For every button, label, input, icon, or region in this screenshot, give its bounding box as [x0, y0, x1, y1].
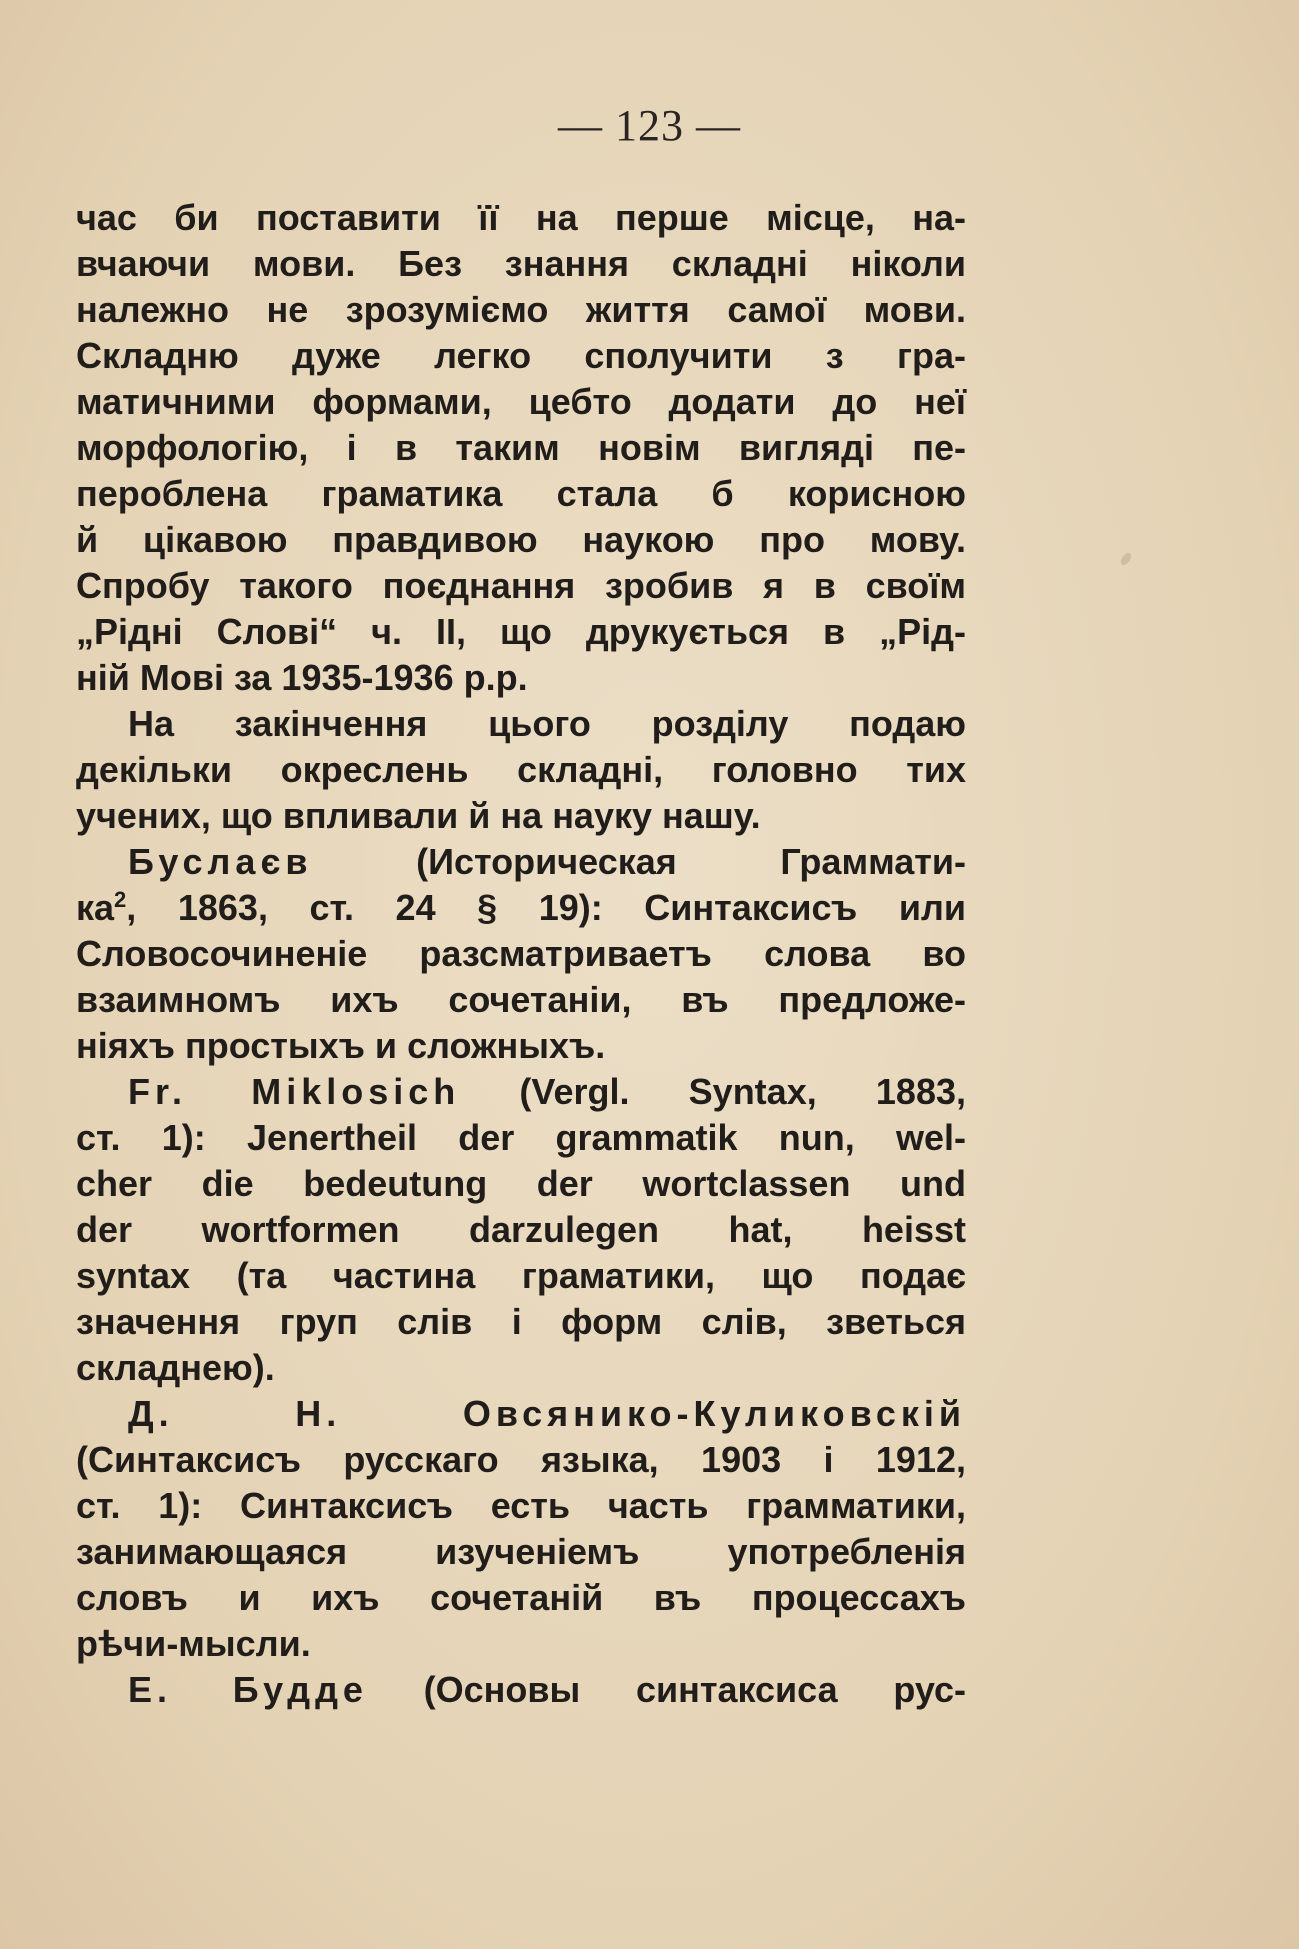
text-run: cher die bedeutung der wortclassen und	[76, 1163, 966, 1204]
text-run: der wortformen darzulegen hat, heisst	[76, 1209, 966, 1250]
text-run: вчаючи мови. Без знання складні ніколи	[76, 243, 966, 284]
text-run: (Историческая Граммати-	[312, 841, 966, 882]
text-line	[76, 425, 966, 471]
author-name: Fr. Miklosich	[128, 1071, 461, 1112]
text-line	[76, 471, 966, 517]
text-line	[76, 1299, 966, 1345]
text-line	[76, 563, 966, 609]
text-run: ній Мові за 1935-1936 р.р.	[76, 657, 528, 698]
text-run: учених, що впливали й на науку нашу.	[76, 795, 761, 836]
text-line	[76, 517, 966, 563]
text-line	[76, 1207, 966, 1253]
text-line	[76, 977, 966, 1023]
text-run: матичними формами, цебто додати до неї	[76, 381, 966, 422]
text-line	[76, 747, 966, 793]
text-line	[76, 333, 966, 379]
text-run: морфологію, і в таким новім вигляді пе-	[76, 427, 966, 468]
text-line	[76, 1253, 966, 1299]
text-line	[76, 1575, 966, 1621]
text-line	[76, 1345, 966, 1391]
text-run: декільки окреслень складні, головно тих	[76, 749, 966, 790]
text-line	[76, 1437, 966, 1483]
text-line	[76, 655, 966, 701]
text-line	[76, 1023, 966, 1069]
text-line	[76, 1161, 966, 1207]
text-line	[76, 1667, 966, 1713]
text-line	[76, 1069, 966, 1115]
text-run: словъ и ихъ сочетаній въ процессахъ	[76, 1577, 966, 1618]
text-run: час би поставити її на перше місце, на-	[76, 197, 966, 238]
text-run: пероблена граматика стала б корисною	[76, 473, 966, 514]
text-run: належно не зрозуміємо життя самої мови.	[76, 289, 966, 330]
text-line	[76, 1621, 966, 1667]
edition-superscript: 2	[114, 887, 127, 912]
page-number: — 123 —	[558, 101, 741, 150]
text-line	[76, 701, 966, 747]
text-run: значення груп слів і форм слів, зветься	[76, 1301, 966, 1342]
text-line	[76, 241, 966, 287]
text-run: складнею).	[76, 1347, 275, 1388]
text-run: , 1863, ст. 24 § 19): Синтаксисъ или	[126, 887, 966, 928]
text-run: syntax (та частина граматики, що подає	[76, 1255, 966, 1296]
text-line	[76, 379, 966, 425]
author-name: Д. Н. Овсянико-Куликовскій	[128, 1393, 966, 1434]
text-run: Спробу такого поєднання зробив я в своїм	[76, 565, 966, 606]
author-name: Буслаєв	[128, 841, 313, 882]
text-run: (Синтаксисъ русскаго языка, 1903 і 1912,	[76, 1439, 966, 1480]
text-run: рѣчи-мысли.	[76, 1623, 311, 1664]
author-name: Е. Будде	[128, 1669, 368, 1710]
text-run: (Основы синтаксиса рус-	[367, 1669, 966, 1710]
text-run: взаимномъ ихъ сочетаніи, въ предложе-	[76, 979, 966, 1020]
text-line	[76, 1483, 966, 1529]
text-line	[76, 287, 966, 333]
text-run: Словосочиненіе разсматриваетъ слова во	[76, 933, 966, 974]
text-line	[76, 1115, 966, 1161]
text-line	[76, 195, 966, 241]
text-run: Складню дуже легко сполучити з гра-	[76, 335, 966, 376]
text-run: занимающаяся изученіемъ употребленія	[76, 1531, 966, 1572]
text-line	[76, 793, 966, 839]
text-run: (Vergl. Syntax, 1883,	[460, 1071, 966, 1112]
text-line	[76, 885, 966, 931]
text-run: На закінчення цього розділу подаю	[128, 703, 966, 744]
text-run: ка	[76, 887, 115, 928]
text-run: ст. 1): Синтаксисъ есть часть грамматики,	[76, 1485, 966, 1526]
text-line	[76, 1391, 966, 1437]
text-run: „Рідні Слові“ ч. II, що друкується в „Рід-	[76, 611, 966, 652]
text-line	[76, 839, 966, 885]
text-run: й цікавою правдивою наукою про мову.	[76, 519, 966, 560]
text-line	[76, 609, 966, 655]
text-run: ніяхъ простыхъ и сложныхъ.	[76, 1025, 606, 1066]
body-text	[76, 195, 966, 1713]
text-run: ст. 1): Jenertheil der grammatik nun, wel-	[76, 1117, 966, 1158]
paper-blemish	[1119, 551, 1134, 567]
text-line	[76, 931, 966, 977]
text-line	[76, 1529, 966, 1575]
